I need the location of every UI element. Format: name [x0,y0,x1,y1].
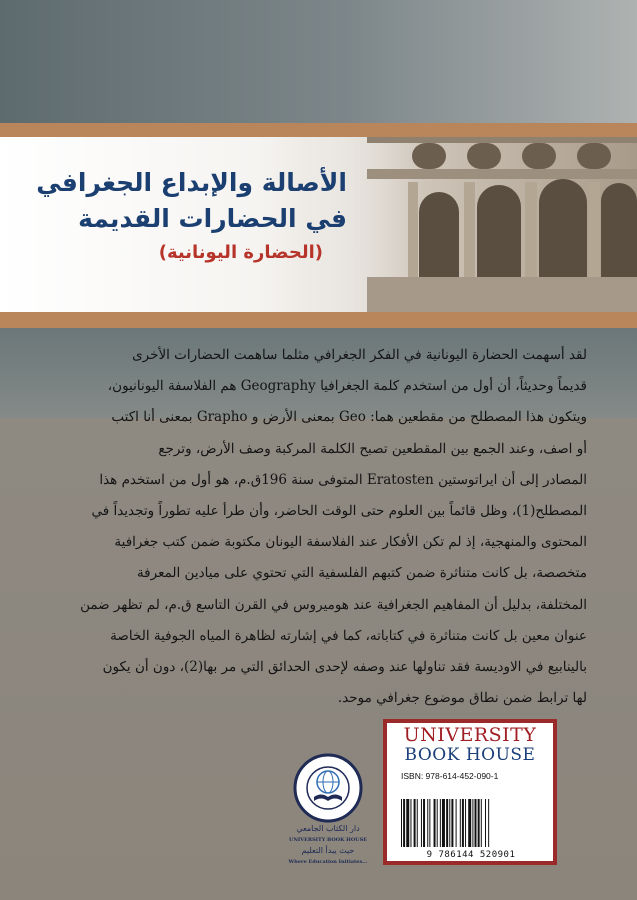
barcode-bar [475,799,477,847]
barcode-bar [429,799,430,847]
blurb-line: قديماً وحديثاً، أن أول من استخدم كلمة الجغرافيا Geography هم الفلاسفة اليونانيون، [107,378,587,395]
blurb-line: المختلفة، بدليل أن المفاهيم الجغرافية عند هوميروس في القرن التاسع ق.م، لم تظهر ضمن [80,596,587,613]
blurb-line: المصطلح(1)، وظل قائماً بين العلوم حتى الوقت الحاضر، وأن طرأ عليه تطوراً وتجديداً في [91,503,587,520]
publisher-tagline: Where Education Initiates... [288,859,368,865]
barcode-bar [417,799,418,847]
colosseum-illustration [307,137,637,312]
barcode [399,799,541,849]
barcode-bar [460,799,461,847]
barcode-bar [472,799,473,847]
globe-book-icon [292,752,364,824]
top-stripe [0,123,637,137]
title-subtitle: (الحضارة اليونانية) [158,242,323,263]
barcode-bar [421,799,422,847]
publisher-arabic-slogan: حيث يبدأ التعليم [301,846,355,855]
blurb-line: عنوان معين بل كانت متناثرة في كتاباته، كما في إشارته لظاهرة المياه الجوفية الخاصة [110,627,587,644]
title-line-2: في الحضارات القديمة [78,204,347,233]
barcode-bar [485,799,486,847]
ubh-name-line-2: BOOK HOUSE [404,745,536,765]
title-line-1: الأصالة والإبداع الجغرافي [36,168,347,197]
barcode-bar [406,799,409,847]
back-cover-blurb [54,340,587,714]
barcode-bar [478,799,480,847]
barcode-bar [434,799,436,847]
isbn-label: ISBN: 978-614-452-090-1 [401,771,499,781]
blurb-line: المحتوى والمنهجية، إذ لم تكن الأفكار عند الفلاسفة اليونان مكتوبة ضمن كتب جغرافية [114,534,587,551]
barcode-box [383,719,557,865]
barcode-digits: 9 786144 520901 [426,850,516,860]
ubh-name-line-1: UNIVERSITY [403,724,537,746]
barcode-bar [451,799,453,847]
barcode-bar [442,799,445,847]
publisher-arabic-name: دار الكتاب الجامعي [296,824,360,833]
top-band [0,0,637,128]
barcode-bar [401,799,402,847]
bottom-stripe [0,312,637,328]
barcode-bar [440,799,441,847]
blurb-line: أو اصف، وعند الجمع بين المقطعين تصبح الكلمة المركبة وصف الأرض، وترجع [158,440,587,457]
barcode-bar [423,799,425,847]
blurb-line: لها ترابط ضمن نطاق موضوع جغرافي موحد. [337,690,587,707]
barcode-bar [449,799,450,847]
barcode-bar [462,799,464,847]
barcode-bar [488,799,489,847]
blurb-line: بالينابيع في الاوديسة فقد تناولها عند وصفه لإحدى الحدائق التي مر بها(2)، دون أن يكون [102,659,587,676]
barcode-bar [446,799,448,847]
blurb-line: ويتكون هذا المصطلح من مقطعين هما: Geo بمعنى الأرض و Grapho بمعنى أنا اكتب [111,409,587,426]
barcode-bar [465,799,466,847]
barcode-bar [437,799,438,847]
blurb-line: المصادر إلى أن ايراتوستين Eratosten المتوفى سنة 196ق.م، هو أول من استخدم هذا [99,471,587,488]
barcode-bar [481,799,482,847]
blurb-line: لقد أسهمت الحضارة اليونانية في الفكر الجغرافي مثلما ساهمت الحضارات الأخرى [132,347,587,363]
blurb-line: متخصصة، بل كانت متناثرة ضمن كتبهم الفلسفية التي تحتوي على ميادين المعرفة [136,565,587,582]
barcode-bar [468,799,471,847]
barcode-bar [403,799,405,847]
barcode-bar [456,799,457,847]
barcode-bar [410,799,411,847]
publisher-logo [282,752,374,880]
barcode-bar [427,799,428,847]
publisher-ring-text: UNIVERSITY BOOK HOUSE [288,837,368,843]
barcode-bar [414,799,416,847]
book-title [17,165,347,269]
